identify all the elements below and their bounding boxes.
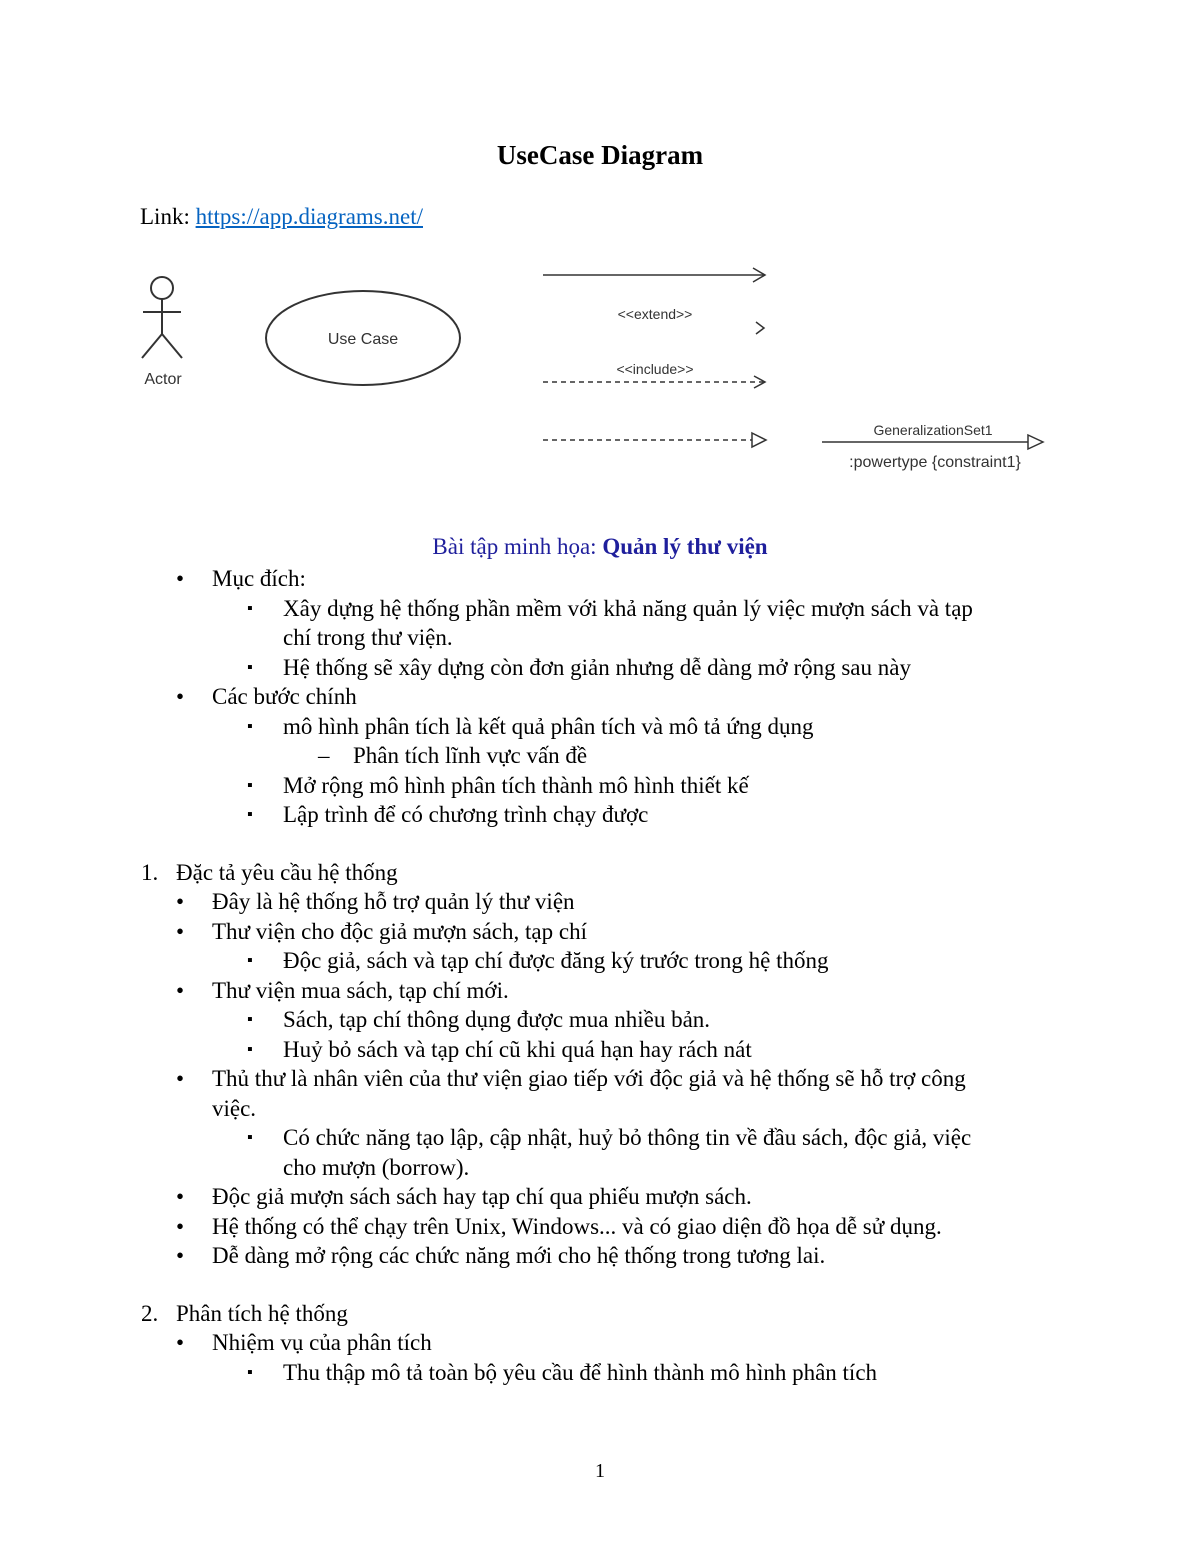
text-line: mô hình phân tích là kết quả phân tích và mô tả ứng dụng <box>283 713 814 739</box>
list-marker: ▪ <box>247 1129 253 1146</box>
text-line: Thư viện cho độc giả mượn sách, tạp chí <box>212 918 587 944</box>
include-arrow <box>543 376 765 388</box>
page-number: 1 <box>595 1460 605 1482</box>
text-line: Đây là hệ thống hỗ trợ quản lý thư viện <box>212 889 575 914</box>
list-item-text <box>212 564 1062 594</box>
link-line <box>140 204 423 230</box>
section-heading <box>0 534 1200 560</box>
powertype-label: :powertype {constraint1} <box>849 454 1021 471</box>
usecase-label: Use Case <box>327 331 399 348</box>
text-line: Độc giả, sách và tạp chí được đăng ký trước trong hệ thống <box>283 948 829 973</box>
actor-head <box>151 277 173 299</box>
list-marker: • <box>176 918 185 944</box>
text-line: cho mượn (borrow). <box>283 1154 470 1180</box>
text-line: việc. <box>212 1095 257 1121</box>
list-marker: ▪ <box>247 599 253 617</box>
list-item-text <box>212 1241 1062 1271</box>
text-line: Độc giả mượn sách sách hay tạp chí qua phiếu mượn sách. <box>212 1184 752 1209</box>
text-line: Huỷ bỏ sách và tạp chí cũ khi quá hạn hay rách nát <box>283 1036 752 1062</box>
list-marker: ▪ <box>247 806 253 823</box>
page-title: UseCase Diagram <box>496 140 704 170</box>
text-line: Mục đích: <box>212 566 306 591</box>
list-marker: • <box>176 1213 185 1239</box>
extend-arrowhead <box>756 322 764 334</box>
list-marker: • <box>176 1184 185 1209</box>
text-line: Thu thập mô tả toàn bộ yêu cầu để hình thành mô hình phân tích <box>283 1359 878 1385</box>
list-item-text <box>212 976 1062 1006</box>
list-item-text <box>212 1328 1062 1358</box>
generalization-set-label: GeneralizationSet1 <box>873 422 993 438</box>
list-item-text <box>212 1182 1062 1212</box>
list-marker: ▪ <box>247 952 253 969</box>
actor-label: Actor <box>144 371 182 388</box>
list-item-text <box>176 858 1026 888</box>
text-line: Xây dựng hệ thống phần mềm với khả năng quản lý việc mượn sách và tạp <box>283 595 973 621</box>
uml-notation-diagram <box>0 255 1200 485</box>
list-item-text <box>212 1064 1062 1123</box>
association-arrow <box>543 268 765 282</box>
text-line: Hệ thống có thể chạy trên Unix, Windows... và có giao diện đồ họa dễ sử dụng. <box>212 1213 942 1239</box>
text-line: Đặc tả yêu cầu hệ thống <box>176 859 398 885</box>
list-item-text <box>353 741 1053 771</box>
section-heading-topic: Quản lý thư viện <box>602 534 768 559</box>
list-item-text <box>283 1123 1063 1182</box>
text-line: Dễ dàng mở rộng các chức năng mới cho hệ thống trong tương lai. <box>212 1243 826 1268</box>
list-marker: ▪ <box>247 1011 253 1028</box>
text-line: Phân tích lĩnh vực vấn đề <box>353 743 588 768</box>
list-item-text <box>283 800 1063 830</box>
text-line: Lập trình để có chương trình chạy được <box>283 802 649 827</box>
list-number: 1. <box>141 859 159 885</box>
list-item-text <box>283 946 1063 976</box>
list-marker: • <box>176 684 185 709</box>
list-marker: ▪ <box>247 776 253 794</box>
link-label: Link: <box>140 204 190 229</box>
realization-arrow <box>543 433 766 447</box>
list-marker: ▪ <box>247 1040 253 1058</box>
list-item-text <box>283 1005 1063 1035</box>
list-marker: • <box>176 1066 185 1091</box>
include-label: <<include>> <box>616 361 694 377</box>
diagrams-link[interactable]: https://app.diagrams.net/ <box>195 204 423 229</box>
list-marker: • <box>176 1243 185 1268</box>
actor-figure <box>142 277 182 358</box>
text-line: Hệ thống sẽ xây dựng còn đơn giản nhưng dễ dàng mở rộng sau này <box>283 654 911 680</box>
actor-right-leg <box>162 334 182 358</box>
list-marker: • <box>176 889 185 914</box>
text-line: Thủ thư là nhân viên của thư viện giao tiếp với độc giả và hệ thống sẽ hỗ trợ công <box>212 1066 966 1091</box>
text-line: Các bước chính <box>212 684 357 709</box>
list-item-text <box>212 682 1062 712</box>
list-number: 2. <box>141 1300 159 1326</box>
list-item-text <box>212 917 1062 947</box>
text-line: Thư viện mua sách, tạp chí mới. <box>212 977 509 1003</box>
text-line: Sách, tạp chí thông dụng được mua nhiều bản. <box>283 1007 711 1032</box>
text-line: Mở rộng mô hình phân tích thành mô hình thiết kế <box>283 772 749 798</box>
list-marker: • <box>176 977 185 1003</box>
list-marker: ▪ <box>247 1363 253 1381</box>
extend-label: <<extend>> <box>617 306 693 322</box>
list-marker: ▪ <box>247 717 253 735</box>
list-marker: • <box>176 1330 185 1355</box>
list-item-text <box>283 771 1063 801</box>
list-item-text <box>176 1299 1026 1329</box>
list-item-text <box>283 712 1063 742</box>
actor-left-leg <box>142 334 162 358</box>
text-line: Nhiệm vụ của phân tích <box>212 1330 432 1355</box>
list-item-text <box>283 653 1063 683</box>
list-marker: • <box>176 566 185 591</box>
text-line: chí trong thư viện. <box>283 625 453 650</box>
text-line: Phân tích hệ thống <box>176 1300 348 1326</box>
list-marker: – <box>318 743 330 768</box>
list-marker: ▪ <box>247 658 253 676</box>
list-item-text <box>212 1212 1062 1242</box>
section-heading-prefix: Bài tập minh họa: <box>432 534 603 559</box>
list-item-text <box>283 1035 1063 1065</box>
text-line: Có chức năng tạo lập, cập nhật, huỷ bỏ thông tin về đầu sách, độc giả, việc <box>283 1125 972 1150</box>
list-item-text <box>212 887 1062 917</box>
list-item-text <box>283 594 1063 653</box>
list-item-text <box>283 1358 1063 1388</box>
